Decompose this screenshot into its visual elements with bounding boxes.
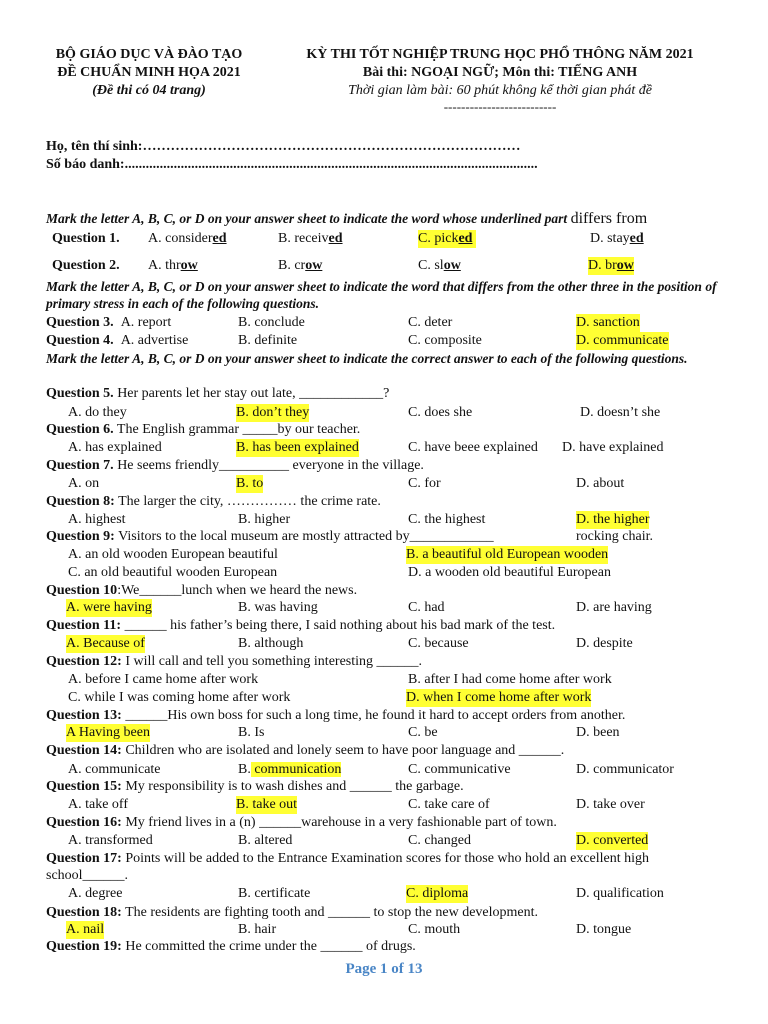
instruction-stress: Mark the letter A, B, C, or D on your answer sheet to indicate the word that differs from the other three in the position of primary stress in each of the following questions.: [46, 279, 717, 311]
option-b: B. higher: [238, 512, 291, 527]
option-c: C. take care of: [408, 797, 490, 812]
option-b-answer: B. communication: [238, 762, 342, 777]
option-c: C. for: [408, 476, 441, 491]
option-a: A. highest: [68, 512, 126, 527]
question-13: Question 13: ______His own boss for such a long time, he found it hard to accept orders from another.: [46, 708, 626, 723]
option-c: C. communicative: [408, 762, 511, 777]
option-b: B. altered: [238, 833, 293, 848]
question-16: Question 16: My friend lives in a (n) ______warehouse in a very fashionable part of town.: [46, 815, 557, 830]
question-label: Question 2.: [52, 258, 120, 273]
option-b-answer: B. a beautiful old European wooden: [406, 547, 609, 562]
option-d: D. communicator: [576, 762, 674, 777]
option-b: B. received: [278, 231, 343, 246]
option-d-answer: D. brow: [588, 258, 634, 273]
option-d: D. stayed: [590, 231, 644, 246]
option-a: A. do they: [68, 405, 127, 420]
option-c: C. deter: [408, 315, 453, 330]
option-d: D. a wooden old beautiful European: [408, 565, 611, 580]
candidate-id-field: Số báo danh:......................................................................................................................: [46, 157, 538, 172]
ministry-name: BỘ GIÁO DỤC VÀ ĐÀO TẠO: [55, 47, 243, 62]
candidate-name-field: Họ, tên thí sinh:………………………………………………………………………: [46, 139, 521, 154]
option-a: A. before I came home after work: [68, 672, 259, 687]
option-c: C. have beee explained: [408, 440, 538, 455]
option-c: C. the highest: [408, 512, 486, 527]
exam-type: ĐỀ CHUẨN MINH HỌA 2021: [57, 65, 241, 80]
instruction-pronunciation: Mark the letter A, B, C, or D on your answer sheet to indicate the word whose underlined part differs from: [46, 210, 648, 227]
option-d: D. been: [576, 725, 620, 740]
option-d-answer: D. sanction: [576, 315, 640, 330]
instruction-correct-answer: Mark the letter A, B, C, or D on your answer sheet to indicate the correct answer to each of the following questions.: [46, 351, 688, 366]
option-a-answer: A Having been: [66, 725, 150, 740]
option-c: C. because: [408, 636, 469, 651]
option-b-answer: B. has been explained: [236, 440, 359, 455]
option-b-answer: B. to: [236, 476, 264, 491]
option-c: C. had: [408, 600, 445, 615]
option-d: D. about: [576, 476, 625, 491]
question-19: Question 19: He committed the crime under the ______ of drugs.: [46, 939, 416, 954]
option-b: B. definite: [238, 333, 298, 348]
option-a: A. transformed: [68, 833, 153, 848]
option-a-answer: A. were having: [66, 600, 152, 615]
option-b: B. hair: [238, 922, 277, 937]
option-c: C. while I was coming home after work: [68, 690, 291, 705]
option-b: B. although: [238, 636, 304, 651]
option-a: A. has explained: [68, 440, 162, 455]
question-8: Question 8: The larger the city, …………… the crime rate.: [46, 494, 381, 509]
option-c: C. slow: [418, 258, 461, 273]
time-limit: Thời gian làm bài: 60 phút không kể thời gian phát đề: [348, 83, 652, 98]
option-b: B. conclude: [238, 315, 305, 330]
option-d: D. take over: [576, 797, 645, 812]
option-a: A. degree: [68, 886, 123, 901]
exam-title: KỲ THI TỐT NGHIỆP TRUNG HỌC PHỔ THÔNG NĂM 2021: [306, 47, 694, 62]
option-c: C. mouth: [408, 922, 461, 937]
question-18: Question 18: The residents are fighting tooth and ______ to stop the new development.: [46, 905, 539, 920]
option-d-answer: D. when I come home after work: [406, 690, 592, 705]
option-c-answer: C. picked: [418, 230, 476, 248]
option-a-answer: A. nail: [66, 922, 105, 937]
option-a: A. throw: [148, 258, 198, 273]
option-c: C. does she: [408, 405, 473, 420]
page-number: Page 1 of 13: [345, 961, 423, 977]
option-c: C. an old beautiful wooden European: [68, 565, 278, 580]
option-c-answer: C. diploma: [406, 886, 469, 901]
question-4: Question 4. A. advertise: [46, 333, 189, 348]
option-d: D. have explained: [562, 440, 664, 455]
option-a: A. on: [68, 476, 100, 491]
question-9: Question 9: Visitors to the local museum are mostly attracted by____________: [46, 529, 494, 544]
question-10: Question 10:We______lunch when we heard the news.: [46, 583, 358, 598]
option-b: B. was having: [238, 600, 318, 615]
option-c: C. be: [408, 725, 438, 740]
subject-line: Bài thi: NGOẠI NGỮ; Môn thi: TIẾNG ANH: [362, 65, 638, 80]
option-b: B. after I had come home after work: [408, 672, 612, 687]
option-a: A. an old wooden European beautiful: [68, 547, 278, 562]
option-d: D. despite: [576, 636, 633, 651]
question-17: Question 17: Points will be added to the Entrance Examination scores for those who hold an excellent high: [46, 851, 650, 866]
option-a: A. communicate: [68, 762, 161, 777]
question-3: Question 3. A. report: [46, 315, 172, 330]
option-d: D. are having: [576, 600, 652, 615]
header-divider: --------------------------: [443, 99, 557, 114]
option-a-answer: A. Because of: [66, 636, 145, 651]
question-11: Question 11: ______ his father’s being there, I said nothing about his bad mark of the test.: [46, 618, 556, 633]
question-7: Question 7. He seems friendly__________ everyone in the village.: [46, 458, 424, 473]
option-b-answer: B. don’t they: [236, 405, 310, 420]
option-d: D. qualification: [576, 886, 664, 901]
option-d: D. tongue: [576, 922, 632, 937]
question-15: Question 15: My responsibility is to wash dishes and ______ the garbage.: [46, 779, 464, 794]
option-d-answer: D. converted: [576, 833, 649, 848]
option-a: A. take off: [68, 797, 128, 812]
question-5: Question 5. Her parents let her stay out late, ____________?: [46, 386, 390, 401]
option-d-answer: D. the higher: [576, 512, 650, 527]
question-14: Question 14: Children who are isolated and lonely seem to have poor language and ______.: [46, 743, 565, 758]
option-b: B. certificate: [238, 886, 311, 901]
option-c: C. composite: [408, 333, 482, 348]
page-count-note: (Đề thi có 04 trang): [92, 83, 206, 98]
question-17-cont: school______.: [46, 868, 129, 883]
option-d: D. doesn’t she: [580, 405, 661, 420]
option-b-answer: B. take out: [236, 797, 298, 812]
option-c: C. changed: [408, 833, 471, 848]
question-6: Question 6. The English grammar _____by our teacher.: [46, 422, 361, 437]
question-12: Question 12: I will call and tell you something interesting ______.: [46, 654, 423, 669]
option-d-answer: D. communicate: [576, 333, 669, 348]
option-b: B. Is: [238, 725, 265, 740]
option-a: A. considered: [148, 231, 227, 246]
option-b: B. crow: [278, 258, 323, 273]
question-label: Question 1.: [52, 231, 120, 246]
question-9-tail: rocking chair.: [576, 529, 653, 544]
